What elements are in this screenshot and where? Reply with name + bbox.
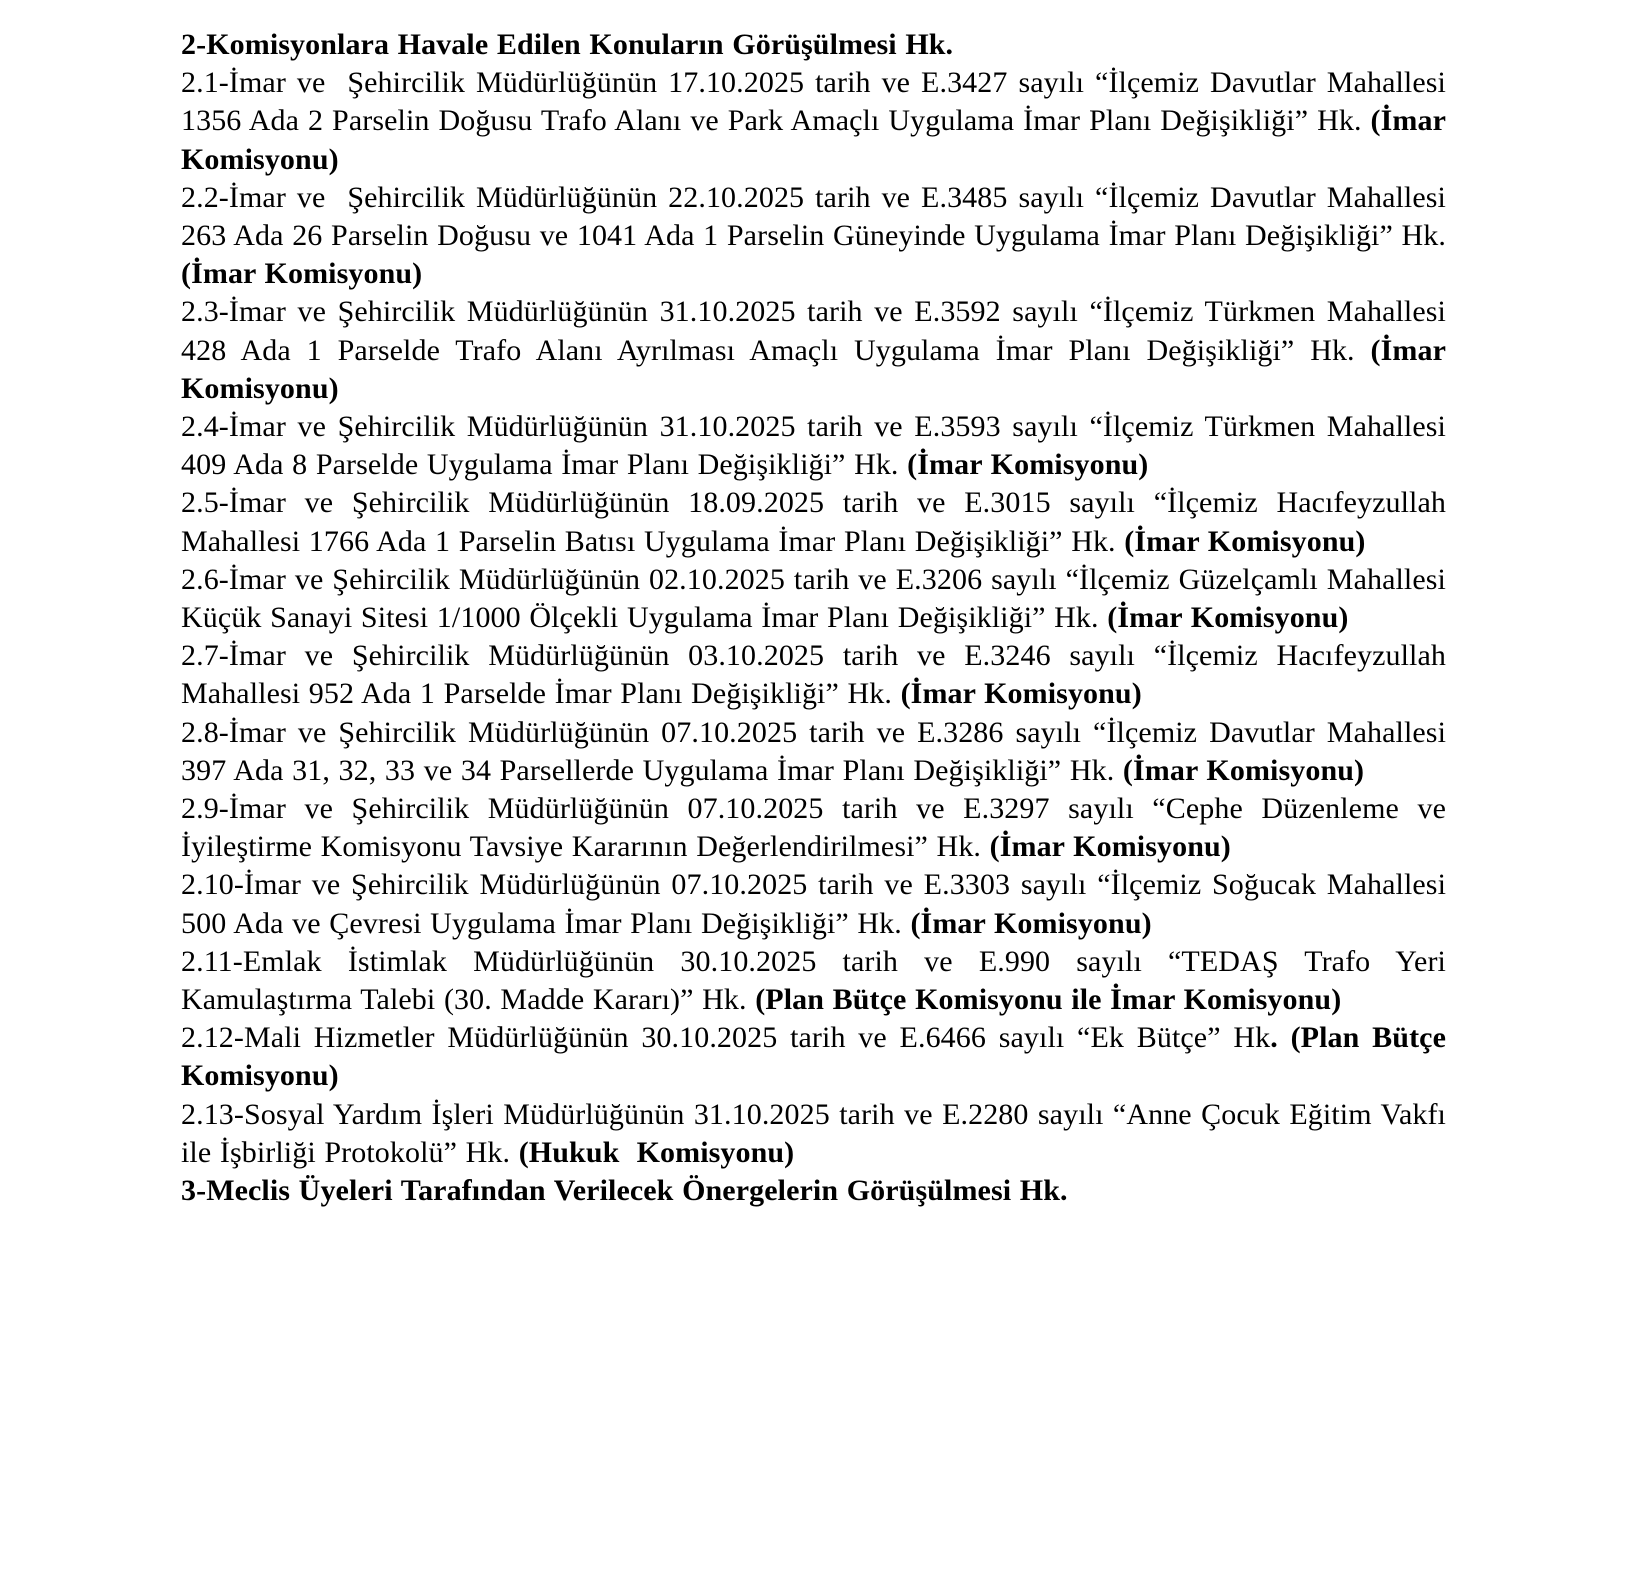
text-run: 2.4-İmar ve Şehircilik Müdürlüğünün 31.10.2025 tarih ve E.3593 sayılı “İlçemiz Türkmen Mahallesi 409 Ada 8 Parselde Uygulama İmar Planı Değişikliği” Hk. xyxy=(181,410,1446,482)
text-run: 2.13-Sosyal Yardım İşleri Müdürlüğünün 31.10.2025 tarih ve E.2280 sayılı “Anne Çocuk Eğitim Vakfı ile İşbirliği Protokolü” Hk. xyxy=(181,1097,1446,1169)
text-run: 2.8-İmar ve Şehircilik Müdürlüğünün 07.10.2025 tarih ve E.3286 sayılı “İlçemiz Davutlar Mahallesi 397 Ada 31, 32, 33 ve 34 Parsellerde Uygulama İmar Planı Değişikliği” Hk. xyxy=(181,715,1446,787)
text-run: 2.11-Emlak İstimlak Müdürlüğünün 30.10.2025 tarih ve E.990 sayılı “TEDAŞ Trafo Yeri Kamulaştırma Talebi (30. Madde Kararı)” Hk. xyxy=(181,944,1446,1017)
bold-run: 3-Meclis Üyeleri Tarafından Verilecek Önergelerin Görüşülmesi Hk. xyxy=(181,1174,1068,1208)
item-2-10 xyxy=(181,866,1446,942)
bold-run: (İmar Komisyonu) xyxy=(1124,524,1366,558)
text-run: 2.3-İmar ve Şehircilik Müdürlüğünün 31.10.2025 tarih ve E.3592 sayılı “İlçemiz Türkmen Mahallesi 428 Ada 1 Parselde Trafo Alanı Ayrılması Amaçlı Uygulama İmar Planı Değişikliği” Hk. xyxy=(181,295,1446,367)
item-2-9 xyxy=(181,790,1446,866)
text-run: 2.2-İmar ve Şehircilik Müdürlüğünün 22.10.2025 tarih ve E.3485 sayılı “İlçemiz Davutlar Mahallesi 263 Ada 26 Parselin Doğusu ve 1041 Ada 1 Parselin Güneyinde Uygulama İmar Planı Değişikliği” Hk. xyxy=(181,180,1446,253)
bold-run: (İmar Komisyonu) xyxy=(989,830,1231,864)
text-run: 2.10-İmar ve Şehircilik Müdürlüğünün 07.10.2025 tarih ve E.3303 sayılı “İlçemiz Soğucak Mahallesi 500 Ada ve Çevresi Uygulama İmar Planı Değişikliği” Hk. xyxy=(181,868,1446,940)
item-2-3 xyxy=(181,293,1446,408)
bold-run: (Plan Bütçe Komisyonu ile İmar Komisyonu) xyxy=(755,983,1342,1017)
bold-run: (Hukuk Komisyonu) xyxy=(518,1135,795,1169)
bold-run: (İmar Komisyonu) xyxy=(907,448,1149,482)
item-2-6 xyxy=(181,561,1446,637)
item-2-8 xyxy=(181,714,1446,790)
bold-run: 2-Komisyonlara Havale Edilen Konuların Görüşülmesi Hk. xyxy=(181,28,954,61)
text-run: 2.6-İmar ve Şehircilik Müdürlüğünün 02.10.2025 tarih ve E.3206 sayılı “İlçemiz Güzelçamlı Mahallesi Küçük Sanayi Sitesi 1/1000 Ölçekli Uygulama İmar Planı Değişikliği” Hk. xyxy=(181,562,1446,635)
item-2-2 xyxy=(181,179,1446,294)
item-2-11 xyxy=(181,943,1446,1019)
bold-run: (İmar Komisyonu) xyxy=(1122,753,1365,787)
item-2-12 xyxy=(181,1019,1446,1095)
heading-item-2 xyxy=(181,26,1446,64)
bold-run: (İmar Komisyonu) xyxy=(910,906,1152,940)
text-run: 2.1-İmar ve Şehircilik Müdürlüğünün 17.10.2025 tarih ve E.3427 sayılı “İlçemiz Davutlar Mahallesi 1356 Ada 2 Parselin Doğusu Trafo Alanı ve Park Amaçlı Uygulama İmar Planı Değişikliği” Hk. xyxy=(181,66,1446,138)
text-run: 2.7-İmar ve Şehircilik Müdürlüğünün 03.10.2025 tarih ve E.3246 sayılı “İlçemiz Hacıfeyzullah Mahallesi 952 Ada 1 Parselde İmar Planı Değişikliği” Hk. xyxy=(181,639,1446,711)
text-run: 2.5-İmar ve Şehircilik Müdürlüğünün 18.09.2025 tarih ve E.3015 sayılı “İlçemiz Hacıfeyzullah Mahallesi 1766 Ada 1 Parselin Batısı Uygulama İmar Planı Değişikliği” Hk. xyxy=(181,486,1446,558)
item-2-7 xyxy=(181,637,1446,713)
text-run: 2.9-İmar ve Şehircilik Müdürlüğünün 07.10.2025 tarih ve E.3297 sayılı “Cephe Düzenleme ve İyileştirme Komisyonu Tavsiye Kararının Değerlendirilmesi” Hk. xyxy=(181,792,1446,864)
bold-run: . (Plan Bütçe Komisyonu) xyxy=(181,1021,1446,1093)
bold-run: (İmar Komisyonu) xyxy=(181,104,1446,176)
item-2-1 xyxy=(181,64,1446,179)
heading-item-3 xyxy=(181,1172,1446,1210)
item-2-5 xyxy=(181,484,1446,560)
item-2-4 xyxy=(181,408,1446,484)
bold-run: (İmar Komisyonu) xyxy=(1107,601,1349,635)
item-2-13 xyxy=(181,1096,1446,1172)
bold-run: (İmar Komisyonu) xyxy=(900,677,1142,711)
agenda-text-block xyxy=(181,26,1446,1210)
bold-run: (İmar Komisyonu) xyxy=(181,257,423,291)
bold-run: (İmar Komisyonu) xyxy=(181,333,1446,405)
text-run: 2.12-Mali Hizmetler Müdürlüğünün 30.10.2025 tarih ve E.6466 sayılı “Ek Bütçe” Hk xyxy=(181,1021,1271,1055)
